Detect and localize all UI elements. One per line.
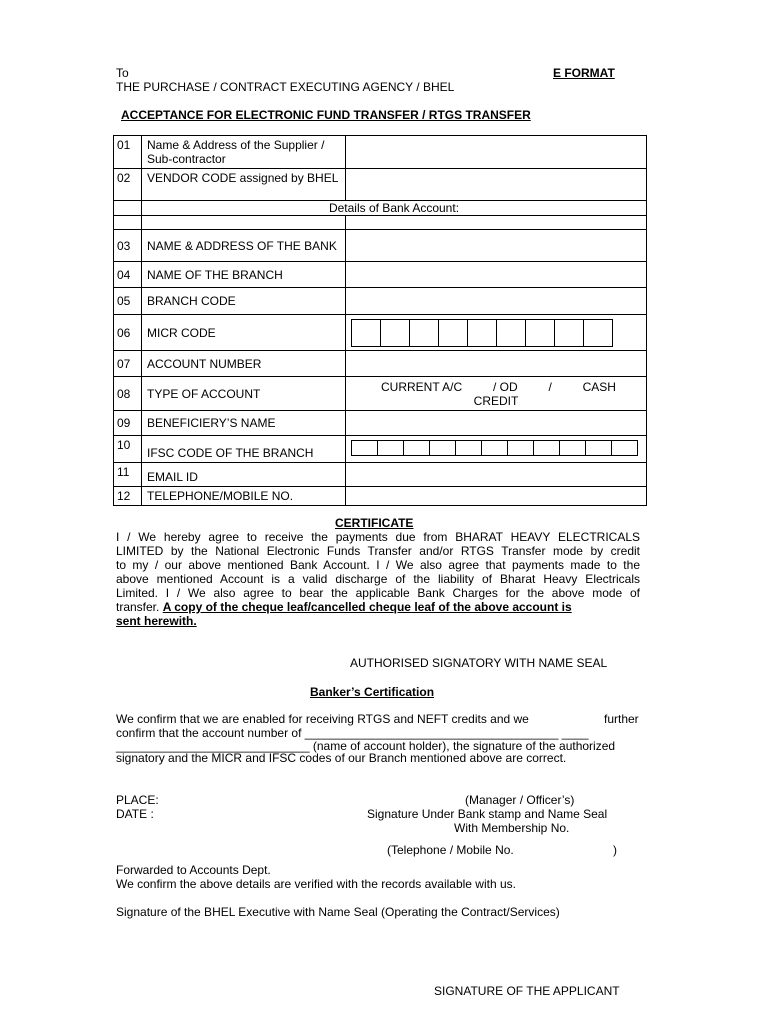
supplier-name-field[interactable] (346, 136, 647, 169)
branch-code-label: BRANCH CODE (142, 288, 346, 315)
banker-text-line3: _____________________________ (name of account holder), the signature of the authorized (116, 739, 616, 753)
email-field[interactable] (346, 463, 647, 487)
form-title: ACCEPTANCE FOR ELECTRONIC FUND TRANSFER / RTGS TRANSFER (121, 108, 531, 122)
account-type-label: TYPE OF ACCOUNT (142, 377, 346, 411)
ifsc-code-label: IFSC CODE OF THE BRANCH (142, 436, 346, 463)
certificate-title: CERTIFICATE (335, 516, 414, 530)
bank-signature-label: Signature Under Bank stamp and Name Seal (367, 807, 608, 821)
table-row (114, 411, 647, 436)
option-credit[interactable]: CREDIT (473, 394, 519, 408)
bank-details-heading: Details of Bank Account: (142, 201, 647, 216)
applicant-signature-label: SIGNATURE OF THE APPLICANT (434, 984, 620, 998)
email-label: EMAIL ID (142, 463, 346, 487)
table-row (114, 201, 647, 216)
table-row (114, 377, 647, 411)
banker-certification-title: Banker’s Certification (310, 685, 435, 699)
micr-code-boxes[interactable] (351, 319, 646, 347)
banker-text-line4: signatory and the MICR and IFSC codes of our Branch mentioned above are correct. (116, 751, 567, 765)
telephone-close-paren: ) (613, 843, 617, 857)
row-number: 02 (114, 169, 142, 201)
row-number: 10 (114, 436, 142, 463)
banker-text-line1-end: further (604, 712, 639, 726)
account-type-field[interactable] (346, 377, 647, 411)
micr-code-label: MICR CODE (142, 315, 346, 351)
manager-label: (Manager / Officer’s) (465, 793, 575, 807)
telephone-mobile-label: (Telephone / Mobile No. (387, 843, 514, 857)
verification-statement: We confirm the above details are verified with the records available with us. (116, 877, 516, 891)
option-current[interactable]: CURRENT A/C (381, 380, 463, 394)
table-row (114, 136, 647, 169)
account-type-options: CURRENT A/C / OD / CASH (381, 380, 616, 394)
account-number-label: ACCOUNT NUMBER (142, 351, 346, 377)
option-cash[interactable]: CASH (582, 380, 616, 394)
table-row (114, 288, 647, 315)
row-number: 12 (114, 487, 142, 506)
micr-code-field[interactable] (346, 315, 647, 351)
vendor-code-field[interactable] (346, 169, 647, 201)
forwarded-label: Forwarded to Accounts Dept. (116, 863, 271, 877)
format-label: E FORMAT (553, 66, 615, 80)
table-row (114, 487, 647, 506)
authorised-signatory-label: AUTHORISED SIGNATORY WITH NAME SEAL (350, 656, 608, 670)
certificate-text: I / We hereby agree to receive the payments due from BHARAT HEAVY ELECTRICALS LIMITED by the National Electronic Funds Transfer and/or RTGS Transfer mode by credit to my / our above mentioned Bank Account. I / We also agree that payments made to the above mentioned Account is a valid discharge of the liability of Bharat Heavy Electricals Limited. I / We also agree to bear the applicable Bank Charges for the above mode of transfer. A copy of the cheque leaf/cancelled cheque leaf of the above account is sent herewith. (116, 530, 640, 628)
row-number: 06 (114, 315, 142, 351)
table-row (114, 169, 647, 201)
table-row (114, 463, 647, 487)
table-row (114, 230, 647, 262)
row-number: 01 (114, 136, 142, 169)
beneficiary-name-field[interactable] (346, 411, 647, 436)
vendor-code-label: VENDOR CODE assigned by BHEL (142, 169, 346, 201)
banker-text-line1: We confirm that we are enabled for receiving RTGS and NEFT credits and we (116, 712, 529, 726)
date-label: DATE : (116, 807, 154, 821)
row-number: 08 (114, 377, 142, 411)
table-row (114, 262, 647, 288)
bank-name-field[interactable] (346, 230, 647, 262)
ifsc-code-boxes[interactable] (351, 440, 646, 456)
row-number: 11 (114, 463, 142, 487)
bank-details-table (113, 135, 647, 506)
membership-label: With Membership No. (454, 821, 570, 835)
bank-name-label: NAME & ADDRESS OF THE BANK (142, 230, 346, 262)
branch-name-label: NAME OF THE BRANCH (142, 262, 346, 288)
bhel-executive-signature-label: Signature of the BHEL Executive with Name Seal (Operating the Contract/Services) (116, 905, 560, 919)
row-number: 03 (114, 230, 142, 262)
ifsc-code-field[interactable] (346, 436, 647, 463)
table-row (114, 315, 647, 351)
row-number: 04 (114, 262, 142, 288)
telephone-label: TELEPHONE/MOBILE NO. (142, 487, 346, 506)
supplier-name-label: Name & Address of the Supplier / Sub-contractor (142, 136, 346, 169)
to-label: To (116, 66, 129, 80)
branch-name-field[interactable] (346, 262, 647, 288)
option-od[interactable]: / OD (492, 380, 518, 394)
place-label: PLACE: (116, 793, 159, 807)
table-row (114, 216, 647, 230)
telephone-field[interactable] (346, 487, 647, 506)
beneficiary-name-label: BENEFICIERY’S NAME (142, 411, 346, 436)
row-number: 05 (114, 288, 142, 315)
branch-code-field[interactable] (346, 288, 647, 315)
account-number-field[interactable] (346, 351, 647, 377)
banker-text-line2: confirm that the account number of ______________________________________ ____ (116, 726, 589, 740)
table-row (114, 436, 647, 463)
row-number: 07 (114, 351, 142, 377)
row-number: 09 (114, 411, 142, 436)
agency-name: THE PURCHASE / CONTRACT EXECUTING AGENCY / BHEL (116, 80, 455, 94)
table-row (114, 351, 647, 377)
